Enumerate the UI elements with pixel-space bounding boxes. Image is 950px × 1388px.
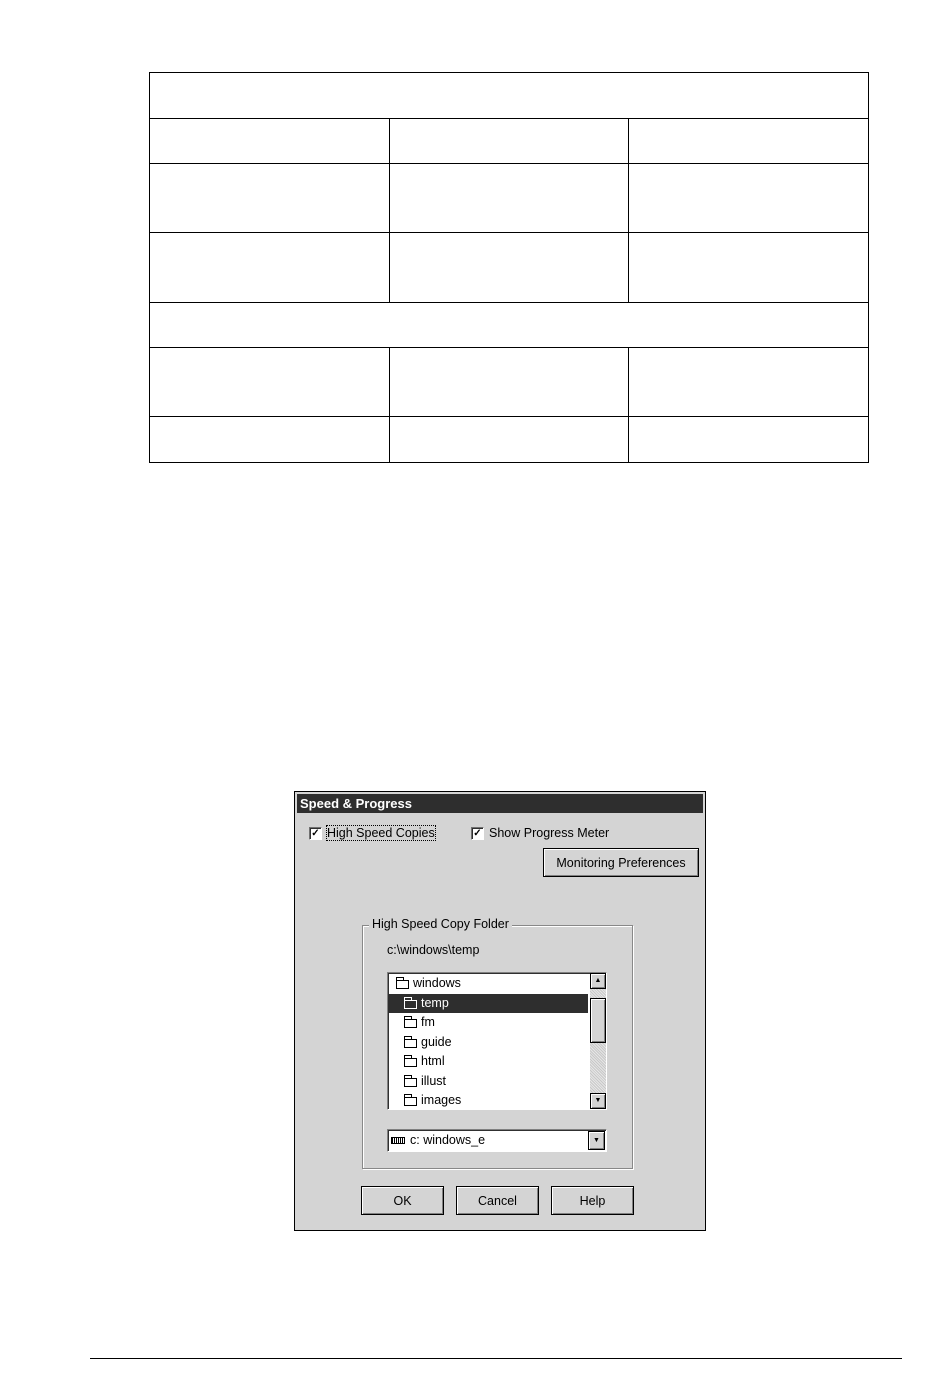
folder-name: html: [421, 1054, 445, 1068]
folder-icon: [404, 1039, 417, 1048]
footer-rule: [90, 1358, 902, 1359]
folder-list-item[interactable]: [388, 1091, 588, 1110]
dialog-title: Speed & Progress: [297, 794, 703, 813]
scroll-down-icon[interactable]: ▼: [590, 1093, 606, 1109]
folder-icon: [404, 1097, 417, 1106]
table-cell: [629, 233, 869, 302]
drive-select[interactable]: [387, 1129, 607, 1152]
table-cell: [629, 118, 869, 164]
folder-icon: [404, 1019, 417, 1028]
folder-listbox[interactable]: [387, 972, 607, 1110]
chevron-down-icon[interactable]: ▼: [588, 1131, 605, 1150]
drive-value: c: windows_e: [410, 1133, 486, 1147]
table-cell: [389, 348, 629, 417]
folder-list-item[interactable]: [388, 1052, 588, 1071]
vertical-scrollbar[interactable]: [590, 973, 606, 1109]
table-cell: [150, 233, 390, 302]
scroll-up-icon[interactable]: ▲: [590, 973, 606, 989]
current-path: c:\windows\temp: [387, 943, 480, 957]
table-cell: [389, 164, 629, 233]
monitoring-preferences-button[interactable]: Monitoring Preferences: [543, 848, 699, 877]
folder-name: fm: [421, 1015, 435, 1029]
folder-list-item[interactable]: [388, 994, 588, 1013]
table-cell: [150, 73, 869, 119]
folder-name: images: [421, 1093, 462, 1107]
table-cell: [150, 348, 390, 417]
table-cell: [150, 302, 869, 348]
open-folder-icon: [396, 980, 409, 989]
scroll-thumb[interactable]: [590, 998, 606, 1043]
open-folder-icon: [404, 1000, 417, 1009]
folder-list-item[interactable]: [388, 1033, 588, 1052]
table-cell: [150, 164, 390, 233]
folder-list-item[interactable]: [388, 1013, 588, 1032]
high-speed-copies-checkbox[interactable]: [309, 826, 435, 840]
checkmark-icon[interactable]: ✓: [471, 827, 484, 840]
table-cell: [389, 118, 629, 164]
folder-list-item[interactable]: [388, 974, 588, 993]
table-cell: [629, 164, 869, 233]
table-cell: [150, 118, 390, 164]
table-cell: [150, 417, 390, 463]
drive-icon: [391, 1137, 405, 1144]
table-cell: [629, 417, 869, 463]
folder-name: illust: [421, 1073, 447, 1088]
folder-name: temp: [421, 995, 449, 1010]
table-cell: [389, 233, 629, 302]
folder-name: windows: [413, 976, 461, 990]
empty-table: [149, 72, 869, 463]
show-progress-meter-label: Show Progress Meter: [489, 826, 610, 840]
table-cell: [629, 348, 869, 417]
folder-icon: [404, 1058, 417, 1067]
table-cell: [389, 417, 629, 463]
help-button[interactable]: Help: [551, 1186, 634, 1215]
folder-icon: [404, 1078, 417, 1087]
folder-name: guide: [421, 1034, 452, 1049]
speed-progress-dialog: [294, 791, 706, 1231]
ok-button[interactable]: OK: [361, 1186, 444, 1215]
cancel-button[interactable]: Cancel: [456, 1186, 539, 1215]
high-speed-copies-label: High Speed Copies: [327, 826, 435, 840]
show-progress-meter-checkbox[interactable]: [471, 826, 609, 840]
group-legend: High Speed Copy Folder: [369, 917, 512, 931]
folder-list-item[interactable]: [388, 1072, 588, 1091]
checkmark-icon[interactable]: ✓: [309, 827, 322, 840]
